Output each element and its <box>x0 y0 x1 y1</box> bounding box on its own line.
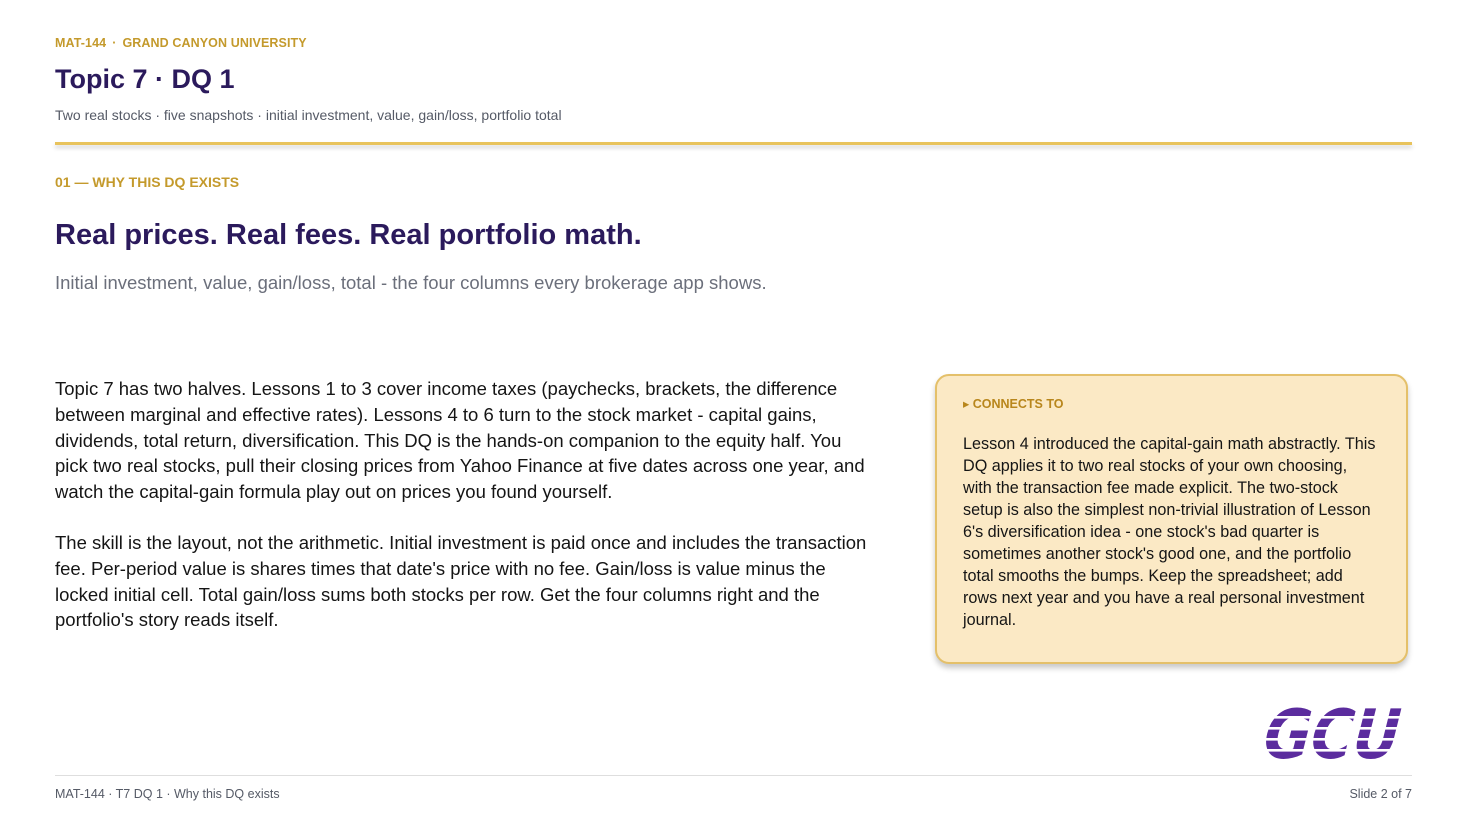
section-label: 01 — WHY THIS DQ EXISTS <box>55 174 240 190</box>
callout-text: Lesson 4 introduced the capital-gain math abstractly. This DQ applies it to two real stocks of your own choosing, with the transaction fee made explicit. The two-stock setup is also the simplest non-trivial illustration of Lesson 6's diversification idea - one stock's bad quarter is sometimes another stock's good one, and the portfolio total smooths the bumps. Keep the spreadsheet; add rows next year and you have a real personal investment journal. <box>963 435 1376 629</box>
callout-label: ▸ CONNECTS TO <box>963 397 1064 411</box>
gcu-logo <box>1254 695 1435 775</box>
header-divider <box>55 142 1412 145</box>
institution-name: GRAND CANYON UNIVERSITY <box>122 36 307 50</box>
gcu-logo-text: GCU <box>1254 695 1435 775</box>
eyebrow-separator: · <box>112 36 117 50</box>
section-subhead: Initial investment, value, gain/loss, total - the four columns every brokerage app shows. <box>55 272 767 293</box>
connects-to-callout <box>935 374 1408 664</box>
body-paragraph-1: Topic 7 has two halves. Lessons 1 to 3 cover income taxes (paychecks, brackets, the difference between marginal and effective rates). Lessons 4 to 6 turn to the stock market - capital gains, dividends, total return, diversification. This DQ is the hands-on companion to the equity half. You pick two real stocks, pull their closing prices from Yahoo Finance at five dates across one year, and watch the capital-gain formula play out on prices you found yourself. <box>55 378 865 503</box>
course-eyebrow <box>55 36 307 50</box>
footer-breadcrumb: MAT-144 · T7 DQ 1 · Why this DQ exists <box>55 787 280 801</box>
body-text <box>55 376 875 658</box>
page-subtitle: Two real stocks · five snapshots · initial investment, value, gain/loss, portfolio total <box>55 107 562 123</box>
slide-counter: Slide 2 of 7 <box>1349 787 1412 801</box>
body-paragraph-2: The skill is the layout, not the arithmetic. Initial investment is paid once and includes the transaction fee. Per-period value is shares times that date's price with no fee. Gain/loss is value minus the locked initial cell. Total gain/loss sums both stocks per row. Get the four columns right and the portfolio's story reads itself. <box>55 531 867 631</box>
page-title: Topic 7 · DQ 1 <box>55 64 235 94</box>
section-headline: Real prices. Real fees. Real portfolio math. <box>55 219 642 251</box>
course-code: MAT-144 <box>55 36 107 50</box>
footer-divider <box>55 775 1412 776</box>
